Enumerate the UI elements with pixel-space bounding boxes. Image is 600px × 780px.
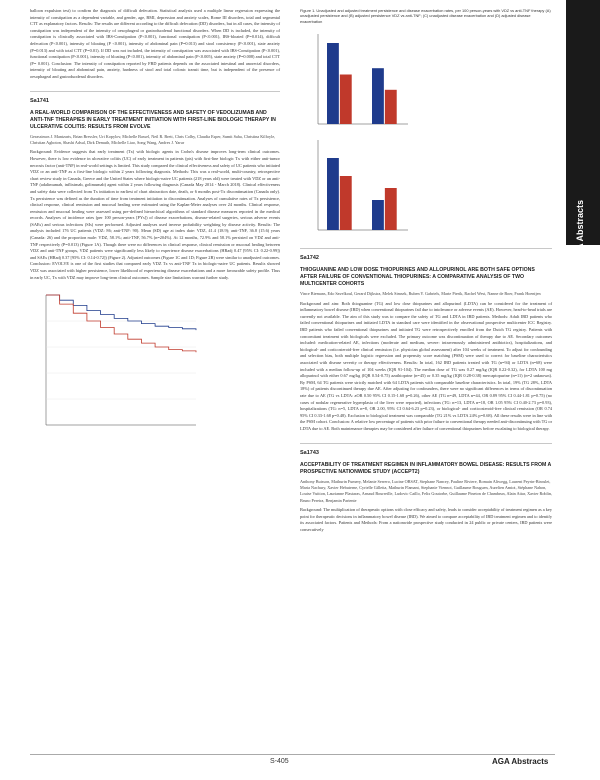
page-number: S-405: [270, 758, 289, 765]
abstract-body: Background and aim: Both thioguanine (TG) and low dose thiopurines and allopurinol (LDTA) can be considered for the treatment of inflammatory bowel disease (IBD) when conventional thiopurines fail due to intolerance or adverse events (AE). However, head-to-head trials are currently not available. The aim of this study was to compare the safety of TG and LDTA in IBD patients. Methods: Adult IBD patients who failed conventional thiopurines and initiated LDTA in standard care were identified in the observational prospective multicenter ICC Registry. IBD patients who failed conventional thiopurines and initiated TG were retrospectively enrolled from the Dutch TG registry. Patients with concomitant treatment with biologicals were excluded. The primary outcome was discontinuation of therapy due to AE. Secondary outcomes included: medication-related AE, infections (moderate and medium, severe: intravenously administered antibiotics), hospitalizations, and biological- and corticosteroid-free clinical remission (i.e. physician global assessment) after 104 weeks of treatment. To adjust for confounding and selection bias, both multiple logistic regression and propensity score matching (PSM) were used to correct for baseline characteristics associated with disease severity or therapy effectiveness. Results: In total, 162 IBD patients treated with TG (n=94) or LDTA (n=68) were included with a median follow-up of 104 weeks (IQR 91-104). The median dose of TG was 0.27 mg/kg (IQR 0.22-0.32), for LDTA 100 mg allopurinol with either 0.67 mg/kg (IQR 0.54-0.75) azathioprine (n=45) or 0.35 mg/kg (IQR 0.28-0.38) mercaptopurine (n=11) (n=2 unknown). By PSM, 64 TG patients were strictly matched with 64 LDTA patients with comparable baseline characteristics. In total, 19% (TG 28%, LDTA 18%) of patients discontinued therapy due AE. After adjusting for confounders, there were no significant differences in terms of discontinuation rate due to AE (TG vs LDTA: aOR 0.50 95% CI 0.15-1.68 p=0.26), other AE (TG n=49, LDTA n=44, OR 0.89 95% CI 0.44-1.81 p=0.75) (no cases of nodular regenerative hyperplasia of the liver were reported), infections (TG: n=13, LDTA n=18, OR 1.05 95% CI 0.40-2.73 p=0.93), hospitalizations (TG: n=5, LDTA n=8, OR 2.00, 95% CI 0.64-6.23 p=0.23), or biological- and corticosteroid-free clinical remission (OR 0.74 95% CI 0.33-1.68 p=0.48). Exclusion to biological treatment was comparable (TG 21% vs LDTA 24% p=0.68). All these results were in line with the PSM cohort. Conclusion: A relative low percentage of patients with prior failure to conventional therapy needed anti-discontinuing with TG or LDTA due to AE. Both maintenance therapies may be considered after failure of conventional thiopurines before escalating to biological therapy.: [300, 300, 552, 431]
abstract-title: THIOGUANINE AND LOW DOSE THIOPURINES AND ALLOPURINOL ARE BOTH SAFE OPTIONS AFTER FAILURE OF CONVENTIONAL THIOPURINES: A COMPARATIVE ANALYSIS OF TWO MULTICENTER COHORTS: [300, 267, 535, 288]
section-divider: [300, 248, 552, 249]
intro-paragraph: balloon expulsion test) to confirm the diagnosis of difficult defecation. Statistical analysis used a multiple linear regression expressing the intensity of constipation as a dependent variable, and gender, age, BMI, depression and anxiety scales, Rome III disorders, total and segmental CTT as explanatory factors. Results: The results are different according to the difficult defecation (DD) disorders, but in all cases, the intensity of constipation was independent of the intensity of oesophageal or gastroduodenal functional disorders. When DD is included, the intensity of constipation is clinically associated with IBS-Constipation (P<0.001), functional constipation (P<0.001), IBS-bloated (P=0.014), difficult defecation (P<0.001), intensity of bloating (P <0.001), intensity of abdominal pain (P=0.013) and stool consistency (P<0.001), state anxiety (P=0.013) and with total CTT (P=0.01). If DD was not included, the intensity of constipation was associated with IBS-Constipation (P<0.001), functional constipation (P<0.001), intensity of bloating (P<0.001), intensity of abdominal pain (P<0.005), state anxiety (P=0.008) and total CTT (P= 0.001). Conclusion: The intensity of constipation reported by FBD patients depends on the associated intestinal and anorectal disorders, intensity of bloating and abdominal pain, anxiety, hardness of stool and total colonic transit time, but is independent of the presence of oesophageal and gastroduodenal disorders.: [30, 8, 280, 79]
abstract-id: Sa1742: [300, 255, 319, 262]
abstract-id: Sa1741: [30, 97, 49, 104]
abstract-title: ACCEPTABILITY OF TREATMENT REGIMEN IN INFLAMMATORY BOWEL DISEASE: RESULTS FROM A PROSPECTIVE NATIONWIDE STUDY (ACCEPT2): [300, 461, 552, 475]
chart-bar: [385, 188, 397, 230]
abstract-body: Background: The multiplication of therapeutic options with close efficacy and safety, leads to consider acceptability of treatment regimen as a key point for therapeutic decisions in inflammatory bowel disease (IBD). We aimed to compare acceptability of IBD treatment regimen and to identify its associated factors. Patients and Methods: From a nationwide prospective study conducted in 24 public or private centers, IBD patients were consecutively: [300, 507, 552, 532]
chart-bar: [327, 43, 339, 124]
abstract-authors: Vince Biemans, Edo Savelkoul, Gerard Dijkstra, Melek Simsek, Ruben Y. Gabriels, Marie Pierik, Rachel West, Nanne de Boer, Frank Hoentjen: [300, 291, 541, 297]
figure-caption: Figure 1. Unadjusted and adjusted treatment persistence and disease exacerbation rates, per 100 person-years with VDZ vs anti-TNF therapy (A) unadjusted persistence and (B) adjusted persistence VDZ vs anti-TNF; (C) unadjusted disease exacerbation and (D) adjusted disease exacerbation: [300, 8, 551, 24]
left-column: [30, 8, 280, 445]
chart-bar: [372, 68, 384, 124]
km-figure: [30, 287, 266, 445]
chart-bar: [327, 158, 339, 230]
abstract-authors: Anthony Buisson, Mathurin Fumery, Melanie Serrero, Lucine OBSAT, Stephane Nancey, Pauline Riviere, Romain Altwegg, Laurent Peyrin-Biroulet, Maria Nachury, Xavier Hebuterne, Cyrielle Gilletta, Mathurin Flamant, Stephanie Viennot, Guillaume Bouguen, Aurelien Amiot, Stéphane Nahon, Louise Vuitton, Laurianne Plastaras, Arnaud Bourreille, Ludovic Caillo, Felix Goutorbe, Guillaume Pineton de Chambrun, Alain Attar, Xavier Roblin, Bruno Pereira, Benjamin Pariente: [300, 478, 552, 503]
journal-name: AGA Abstracts: [492, 757, 549, 766]
abstract-body: Background: Evidence suggests that early treatment (Tx) with biologic agents in Crohn's disease improves long-term clinical outcomes. However, there is low evidence in ulcerative colitis (UC) of early treatment in patients (pts) with first-line biologic Tx with either anti-tumor necrosis factor (anti-TNF) in real-world settings is limited. This study compared the clinical effectiveness and safety of UC patients who initiated VDZ or an anti-TNF as a first-line biologic within 2 years following diagnosis. Methods: This was a real-world, multi-country, retrospective chart review study in Canada, Greece and the United States where biologic-naive UC patients (218 years old) were treated with VDZ or an anti-TNF (adalimumab, infliximab, golimumab) agent within 2 years following diagnosis (Canada May 2014 - March 2018). Clinical effectiveness and safety data were collected from Tx initiation to earliest of chart abstraction date, death, or 6 months post-Tx discontinuation (Canada only). Tx persistence was defined as the duration of time from treatment initiation to discontinuation. Analyses of cumulative rates of Tx persistence, clinical response, clinical remission and mucosal healing were estimated using the Kaplan-Meier analyses over 24 months. Clinical response, remission and mucosal healing were assessed using pre-defined hierarchical algorithms of standard disease measures reported in the medical records. Analyses of incidence rates (per 100 person-years [PYs]) of disease exacerbations, disease-related surgeries, serious adverse events (SAEs) and serious infections (SIs) were performed. Adjusted analyses used inverse probability weighting by disease activity. Results: The analysis included 176 UC patients (VDZ: 86; anti-TNF: 90). Mean (SD) age at index date: VDZ, 41.4 (18.9); anti-TNF, 36.8 (15.6) years (Canada: 26) and the proportion male: VDZ, 58.1%; anti-TNF, 56.7% (n=204%). At 12 months, 72.9% and 58.1% persisted on VDZ and anti-TNF respectively (P=0.013) (Figure 1A). Though there were no differences in clinical response, clinical remission or mucosal healing between VDZ and anti-TNF groups, VDZ patients were significantly less likely to experience disease exacerbations (HRadj 0.47 [95% CI: 0.22-0.99]) and SAEs (HRadj 0.37 [95% CI: 0.14-0.72]) (Figure 2). Adjusted outcomes (Figure 1C and 1D; Figure 2B) were similar to unadjusted outcomes. Conclusion: EVOLVE is one of the first studies that compared early VDZ Tx vs anti-TNF Tx in biologic-naive UC patients. Results showed VDZ was associated with higher persistence, lower likelihood of experiencing disease exacerbations and a more favourable safety profile. Thus in early UC, Tx with VDZ may improve long-term clinical outcomes. Sample size limitations warrant further study.: [30, 149, 280, 280]
section-divider: [30, 91, 280, 92]
sidebar-label: AGA Abstracts: [575, 200, 585, 264]
footer-rule: [30, 754, 555, 755]
km-chart: [30, 287, 266, 445]
bar-charts: [300, 28, 552, 242]
abstract-authors: Gerassimos J. Mantzaris, Brian Bressler, Uri Kopylov, Michelle Bassel, Neil R. Brett, Chris Colby, Claudia Esper, Sumit Saha, Christina Kilfoyle, Christian Agboton, Shashi Adsul, Dirk Demuth, Michelle Liao, Song Wang, Andres J. Yarur: [30, 133, 276, 145]
series-line: [46, 295, 196, 352]
section-divider: [300, 443, 552, 444]
bar-figure: [300, 28, 552, 242]
series-line: [46, 295, 196, 330]
chart-bar: [340, 75, 352, 125]
abstract-id: Sa1743: [300, 449, 319, 456]
chart-bar: [372, 200, 384, 230]
right-column: [300, 8, 552, 534]
abstract-title: A REAL-WORLD COMPARISON OF THE EFFECTIVENESS AND SAFETY OF VEDOLIZUMAB AND ANTI-TNF THERAPIES IN EARLY TREATMENT INITIATION WITH FIRST-LINE BIOLOGIC THERAPY IN ULCERATIVE COLITIS: RESULTS FROM EVOLVE: [30, 109, 276, 130]
chart-bar: [340, 176, 352, 230]
chart-bar: [385, 90, 397, 124]
